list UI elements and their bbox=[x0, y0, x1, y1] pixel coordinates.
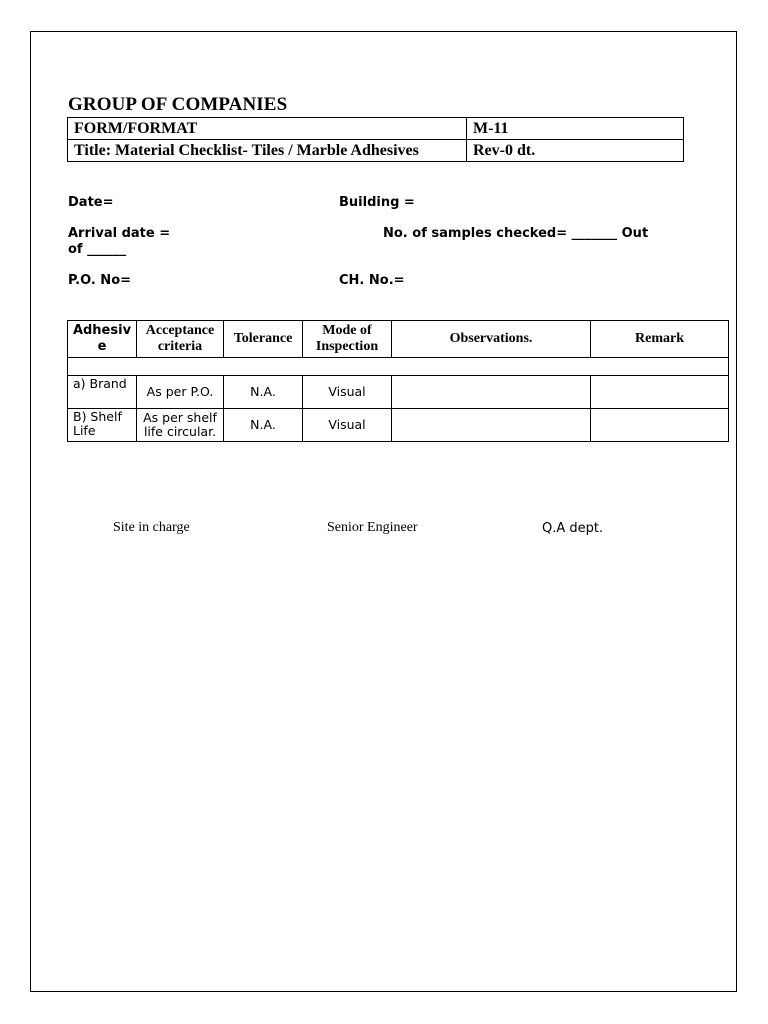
form-code: M-11 bbox=[467, 118, 684, 140]
row-cell-adhesive: B) Shelf Life bbox=[68, 409, 137, 442]
row-cell-observations[interactable] bbox=[392, 376, 591, 409]
arrival-date-label: Arrival date = bbox=[68, 226, 171, 241]
col-header-tolerance: Tolerance bbox=[224, 321, 303, 358]
company-name: GROUP OF COMPANIES bbox=[68, 94, 288, 115]
header-row-title bbox=[68, 140, 684, 162]
po-number-label: P.O. No= bbox=[68, 273, 132, 288]
table-row bbox=[68, 409, 729, 442]
signature-senior-engineer: Senior Engineer bbox=[327, 520, 418, 535]
date-label: Date= bbox=[68, 195, 114, 210]
col-header-acceptance: Acceptance criteria bbox=[137, 321, 224, 358]
form-revision: Rev-0 dt. bbox=[467, 140, 684, 162]
col-header-remark: Remark bbox=[591, 321, 729, 358]
spacer-cell bbox=[68, 358, 729, 376]
header-row-form bbox=[68, 118, 684, 140]
building-label: Building = bbox=[339, 195, 415, 210]
form-header-table bbox=[67, 117, 684, 162]
table-header-row bbox=[68, 321, 729, 358]
row-cell-mode: Visual bbox=[303, 409, 392, 442]
samples-checked-label: No. of samples checked= _______ Out bbox=[383, 226, 649, 241]
signature-site-in-charge: Site in charge bbox=[113, 520, 190, 535]
form-label: FORM/FORMAT bbox=[68, 118, 467, 140]
row-cell-remark[interactable] bbox=[591, 376, 729, 409]
row-cell-acceptance: As per P.O. bbox=[137, 376, 224, 409]
page-border bbox=[30, 31, 737, 992]
col-header-adhesive: Adhesiv e bbox=[68, 321, 137, 358]
row-cell-observations[interactable] bbox=[392, 409, 591, 442]
row-cell-adhesive: a) Brand bbox=[68, 376, 137, 409]
col-header-observations: Observations. bbox=[392, 321, 591, 358]
row-cell-acceptance: As per shelf life circular. bbox=[137, 409, 224, 442]
table-spacer-row bbox=[68, 358, 729, 376]
table-row bbox=[68, 376, 729, 409]
samples-of-label: of ______ bbox=[68, 242, 127, 257]
row-cell-tolerance: N.A. bbox=[224, 409, 303, 442]
row-cell-mode: Visual bbox=[303, 376, 392, 409]
col-header-mode: Mode of Inspection bbox=[303, 321, 392, 358]
form-title: Title: Material Checklist- Tiles / Marble Adhesives bbox=[68, 140, 467, 162]
challan-number-label: CH. No.= bbox=[339, 273, 405, 288]
row-cell-remark[interactable] bbox=[591, 409, 729, 442]
signature-qa-dept: Q.A dept. bbox=[542, 521, 604, 536]
row-cell-tolerance: N.A. bbox=[224, 376, 303, 409]
checklist-table bbox=[67, 320, 729, 442]
